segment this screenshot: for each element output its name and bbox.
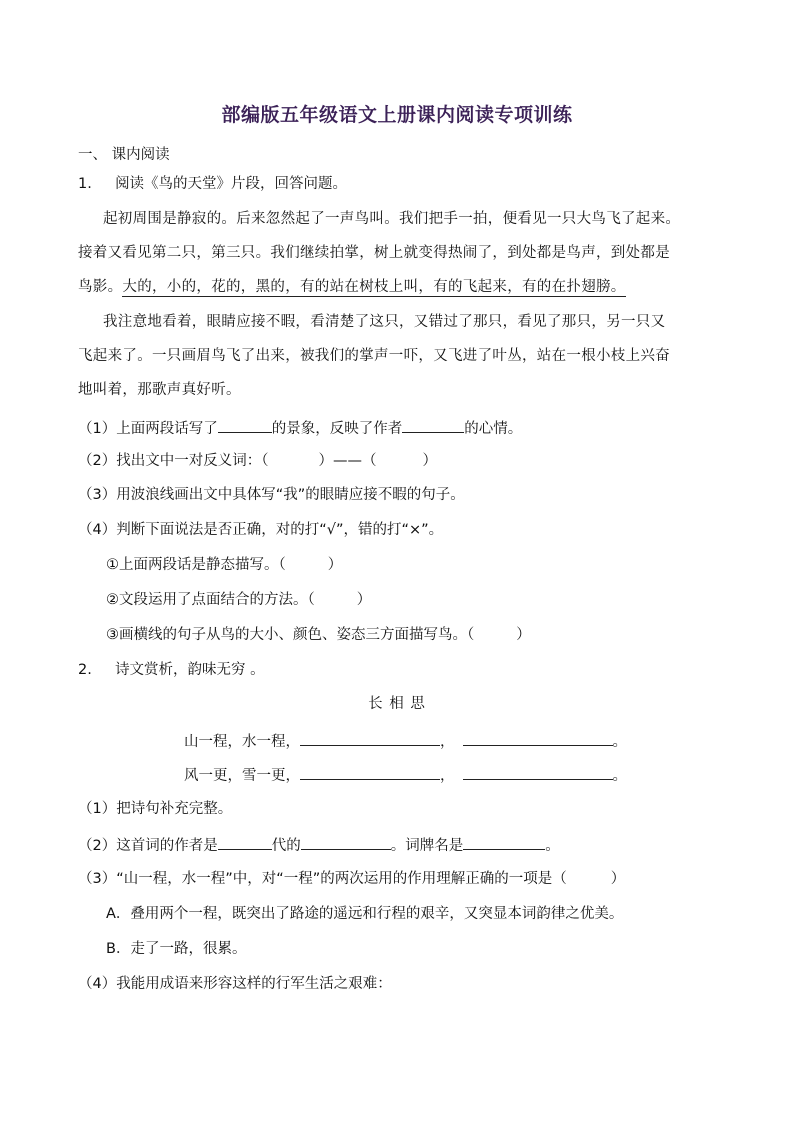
sub-question-2-3: [78, 869, 625, 889]
poem-line-1: [184, 730, 627, 752]
question-number: 2.: [78, 662, 92, 678]
question-2: [78, 660, 265, 680]
judge-paren: ）: [356, 592, 372, 608]
sub-question-2-2: [78, 834, 560, 856]
passage-line: 我注意地看着，眼睛应接不暇，看清楚了这只，又错过了那只，看见了那只，另一只又: [103, 314, 666, 330]
judge-paren: ）: [516, 627, 531, 643]
option-b: B．走了一路，很累。: [106, 941, 247, 957]
judge-text: ①上面两段话是静态描写。（: [106, 557, 286, 573]
question-number: 1.: [78, 176, 92, 192]
answer-blank[interactable]: [463, 834, 545, 850]
passage-line: 接着又看见第二只，第三只。我们继续拍掌，树上就变得热闹了，到处都是鸟声，到处都是: [78, 245, 670, 261]
answer-blank[interactable]: [218, 834, 272, 850]
poem-text: 。: [612, 768, 627, 784]
passage-text: 鸟影。: [78, 279, 123, 295]
sub-question-1-4: （4）判断下面说法是否正确，对的打“√”，错的打“×”。: [78, 522, 444, 538]
sub-question-1-1: [78, 417, 522, 439]
question-text: 的心情。: [464, 421, 523, 437]
judge-text: ③画横线的句子从鸟的大小、颜色、姿态三方面描写鸟。（: [106, 627, 475, 643]
question-text: （2）这首词的作者是: [78, 838, 218, 854]
answer-blank[interactable]: [300, 764, 440, 780]
passage-line: 地叫着，那歌声真好听。: [78, 382, 241, 398]
sub-question-2-1: （1）把诗句补充完整。: [78, 801, 233, 817]
answer-blank[interactable]: [300, 730, 440, 746]
answer-blank[interactable]: [218, 417, 272, 433]
option-a: A．叠用两个一程，既突出了路途的遥远和行程的艰辛，又突显本词韵律之优美。: [106, 906, 624, 922]
question-prompt: 诗文赏析，韵味无穷 。: [115, 662, 265, 678]
judge-item-1: [106, 555, 342, 575]
answer-blank[interactable]: [402, 417, 464, 433]
question-text: 代的: [271, 838, 301, 854]
section-heading: 一、 课内阅读: [78, 147, 170, 163]
answer-blank[interactable]: [301, 834, 391, 850]
question-1: [78, 174, 347, 194]
question-text: ）——（: [318, 453, 377, 469]
judge-text: ②文段运用了点面结合的方法。（: [106, 592, 315, 608]
judge-item-2: [106, 590, 371, 610]
question-prompt: 阅读《鸟的天堂》片段，回答问题。: [115, 176, 348, 192]
underlined-sentence: 大的，小的，花的，黑的，有的站在树枝上叫，有的飞起来，有的在扑翅膀。: [122, 279, 626, 295]
question-text: （3）“山一程，水一程”中，对“一程”的两次运用的作用理解正确的一项是（: [78, 871, 567, 887]
poem-text: 山一程，水一程，: [184, 734, 300, 750]
answer-blank[interactable]: [463, 764, 613, 780]
question-text: 。词牌名是: [390, 838, 464, 854]
sub-question-1-2: [78, 451, 437, 471]
answer-blank[interactable]: [463, 730, 613, 746]
question-text: （2）找出文中一对反义词：（: [78, 453, 269, 469]
poem-text: 。: [612, 734, 627, 750]
question-text: （1）上面两段话写了: [78, 421, 218, 437]
poem-text: 风一更，雪一更，: [184, 768, 300, 784]
poem-text: ，: [440, 734, 455, 750]
question-text: 的景象，反映了作者: [271, 421, 403, 437]
poem-text: ，: [440, 768, 455, 784]
passage-line: 起初周围是静寂的。后来忽然起了一声鸟叫。我们把手一拍，便看见一只大鸟飞了起来。: [103, 211, 681, 227]
poem-title: 长 相 思: [368, 696, 426, 712]
passage-line: [78, 277, 626, 297]
poem-line-2: [184, 764, 627, 786]
question-text: ）: [610, 871, 626, 887]
passage-line: 飞起来了。一只画眉鸟飞了出来，被我们的掌声一吓，又飞进了叶丛，站在一根小枝上兴奋: [78, 348, 670, 364]
question-text: 。: [545, 838, 560, 854]
sub-question-2-4: （4）我能用成语来形容这样的行军生活之艰难：: [78, 976, 392, 992]
judge-paren: ）: [327, 557, 343, 573]
question-text: ）: [422, 453, 437, 469]
judge-item-3: [106, 625, 531, 645]
sub-question-1-3: （3）用波浪线画出文中具体写“我”的眼睛应接不暇的句子。: [78, 487, 465, 503]
page-title: 部编版五年级语文上册课内阅读专项训练: [221, 104, 573, 126]
